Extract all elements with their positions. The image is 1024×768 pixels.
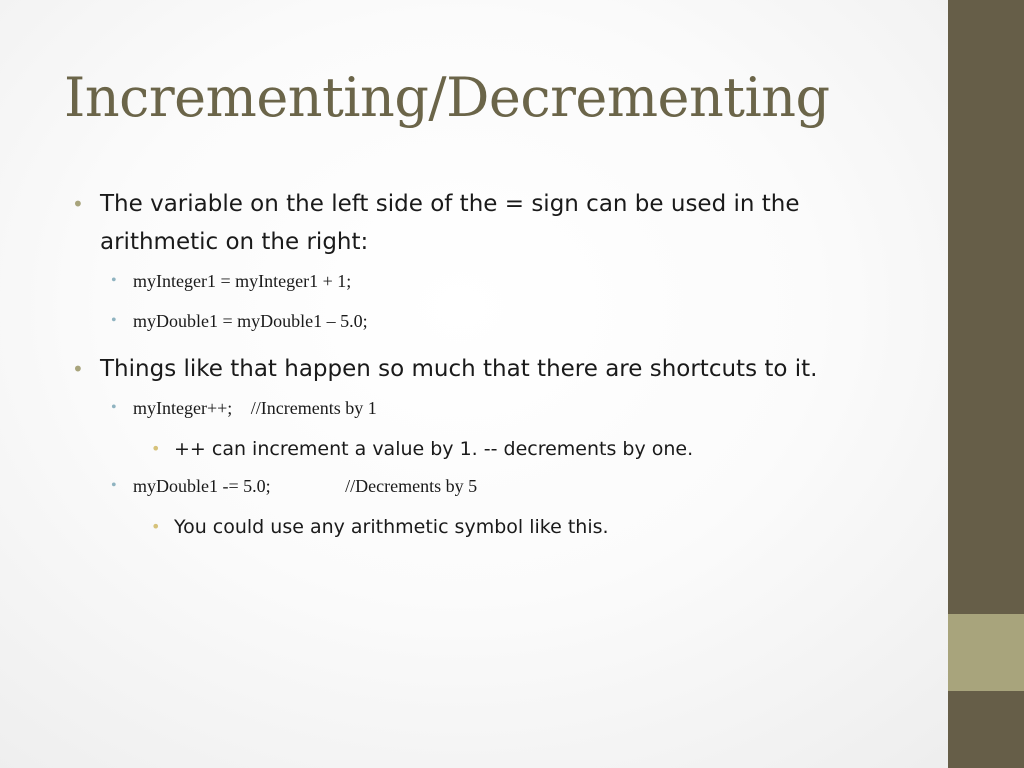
bullet-marker: • [151, 517, 161, 536]
bullet-item-2 [72, 350, 880, 388]
bullet-marker: • [72, 357, 84, 381]
sub-bullet-item [111, 268, 352, 294]
bullet-text: The variable on the left side of the = sign can be used in the arithmetic on the right: [100, 191, 800, 255]
note-text: You could use any arithmetic symbol like this. [174, 516, 609, 538]
code-line: myInteger++; [133, 398, 233, 418]
bullet-item-1 [72, 185, 880, 261]
code-comment: //Decrements by 5 [345, 476, 478, 496]
bullet-marker: • [151, 439, 161, 458]
bullet-marker: • [111, 312, 117, 329]
sub-bullet-item [111, 308, 368, 334]
sub-sub-bullet-item [151, 512, 609, 542]
bullet-text: Things like that happen so much that there are shortcuts to it. [100, 356, 818, 382]
note-text: ++ can increment a value by 1. -- decrements by one. [174, 438, 694, 460]
sub-sub-bullet-item [151, 434, 694, 464]
bullet-marker: • [72, 192, 84, 216]
bullet-marker: • [111, 477, 117, 494]
slide-title: Incrementing/Decrementing [64, 66, 830, 129]
side-decoration-accent [948, 614, 1024, 691]
code-line: myInteger1 = myInteger1 + 1; [133, 271, 352, 291]
bullet-marker: • [111, 272, 117, 289]
code-line: myDouble1 -= 5.0; [133, 476, 271, 496]
bullet-marker: • [111, 399, 117, 416]
code-line: myDouble1 = myDouble1 – 5.0; [133, 311, 368, 331]
sub-bullet-item [111, 473, 478, 499]
sub-bullet-item [111, 395, 377, 421]
code-comment: //Increments by 1 [250, 398, 377, 418]
